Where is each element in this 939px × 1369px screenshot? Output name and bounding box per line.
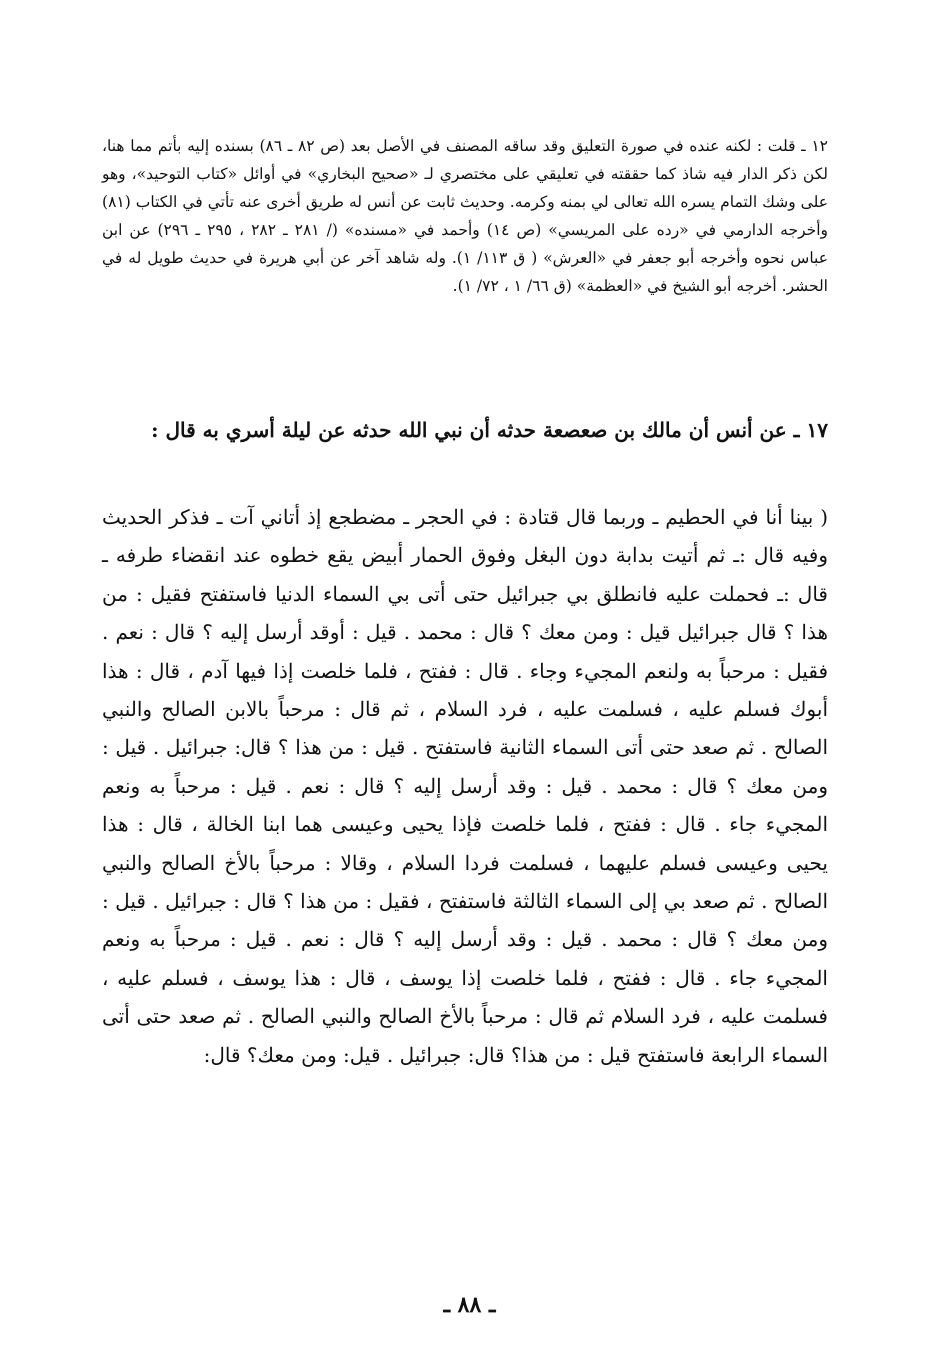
footnote-text: ١٢ ـ قلت : لكنه عنده في صورة التعليق وقد ساقه المصنف في الأصل بعد (ص ٨٢ ـ ٨٦) بسنده إليه بأتم مما هنا، لكن ذكر الدار فيه شاذ كما حققته في تعليقي على مختصري لـ «صحيح البخاري» في أوائل «كتاب التوحيد»، وهو على وشك التمام يسره الله تعالى لي بمنه وكرمه. وحديث ثابت عن أنس له طريق أخرى عنه تأتي في الكتاب (٨١) وأخرجه الدارمي في «رده على المريسي» (ص ١٤) وأحمد في «مسنده» (/ ٢٨١ ـ ٢٨٢ ، ٢٩٥ ـ ٢٩٦) عن ابن عباس نحوه وأخرجه أبو جعفر في «العرش» ( ق ١١٣/ ١). وله شاهد آخر عن أبي هريرة في حديث طويل له في الحشر. أخرجه أبو الشيخ في «العظمة» (ق ٦٦/ ١ ، ٧٢/ ١).: [102, 137, 829, 295]
hadith-17-text: ( بينا أنا في الحطيم ـ وربما قال قتادة : في الحجر ـ مضطجع إذ أتاني آت ـ فذكر الحديث وفيه قال :ـ ثم أتيت بدابة دون البغل وفوق الحمار أبيض يقع خطوه عند انقضاء طرفه ـ قال :ـ فحملت عليه فانطلق بي جبرائيل حتى أتى بي السماء الدنيا فاستفتح فقيل : من هذا ؟ قال جبرائيل قيل : ومن معك ؟ قال : محمد . قيل : أوقد أرسل إليه ؟ قال : نعم . فقيل : مرحباً به ولنعم المجيء وجاء . قال : ففتح ، فلما خلصت إذا فيها آدم ، قال : هذا أبوك فسلم عليه ، فسلمت عليه ، فرد السلام ، ثم قال : مرحباً بالابن الصالح والنبي الصالح . ثم صعد حتى أتى السماء الثانية فاستفتح . قيل : من هذا ؟ قال: جبرائيل . قيل : ومن معك ؟ قال : محمد . قيل : وقد أرسل إليه ؟ قال : نعم . قيل : مرحباً به ونعم المجيء جاء . قال : ففتح ، فلما خلصت فإذا يحيى وعيسى هما ابنا الخالة ، قال : هذا يحيى وعيسى فسلم عليهما ، فسلمت فردا السلام ، وقالا : مرحباً بالأخ الصالح والنبي الصالح . ثم صعد بي إلى السماء الثالثة فاستفتح ، فقيل : من هذا ؟ قال : جبرائيل . قيل : ومن معك ؟ قال : محمد . قيل : وقد أرسل إليه ؟ قال : نعم . قيل : مرحباً به ونعم المجيء جاء . قال : ففتح ، فلما خلصت إذا يوسف ، قال : هذا يوسف ، فسلم عليه ، فسلمت عليه ، فرد السلام ثم قال : مرحباً بالأخ الصالح والنبي الصالح . ثم صعد حتى أتى السماء الرابعة فاستفتح قيل : من هذا؟ قال: جبرائيل . قيل: ومن معك؟ قال:: [102, 505, 828, 1067]
hadith-17-heading: ١٧ ـ عن أنس أن مالك بن صعصعة حدثه أن نبي الله حدثه عن ليلة أسري به قال :: [151, 418, 828, 442]
page-number: ـ ٨٨ ـ: [443, 1292, 496, 1318]
footnote-12: [102, 132, 828, 300]
